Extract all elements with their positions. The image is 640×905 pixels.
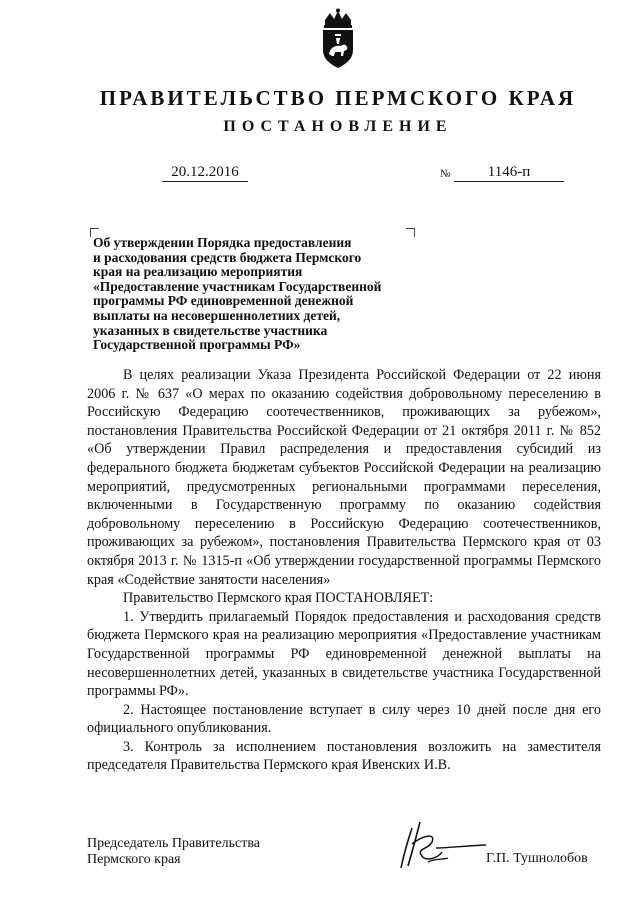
document-date: 20.12.2016 <box>162 164 248 182</box>
document-number: 1146-п <box>454 164 564 182</box>
resolution-statement: Правительство Пермского края ПОСТАНОВЛЯЕТ: <box>123 590 434 607</box>
clause-3: 3. Контроль за исполнением постановления возложить на заместителя председателя Правительства Пермского края Ивенских И.В. <box>87 738 601 774</box>
preamble-paragraph: В целях реализации Указа Президента Российской Федерации от 22 июня 2006 г. № 637 «О мерах по оказанию содействия добровольному переселению в Российскую Федерацию соотечественников, проживающих за рубежом», постановления Правительства Российской Федерации от 21 октября 2011 г. № 852 «Об утверждении Правил распределения и предоставления субсидий из федерального бюджета бюджетам субъектов Российской Федерации на реализацию мероприятий, предусмотренных региональными программами переселения, включенными в Государственную программу по оказанию содействия добровольному переселению в Российскую Федерацию соотечественников, проживающих за рубежом», постановления Правительства Пермского края от 03 октября 2013 г. № 1315-п «Об утверждении государственной программы Пермского края «Содействие занятости населения» <box>87 367 601 588</box>
signer-position-line: Пермского края <box>87 852 181 867</box>
heading-line: программы РФ единовременной денежной <box>93 293 354 309</box>
signer-position-line: Председатель Правительства <box>87 836 260 851</box>
heading-line: и расходования средств бюджета Пермского <box>93 249 362 265</box>
document-type: ПОСТАНОВЛЕНИЕ <box>223 118 453 135</box>
heading-line: Об утверждении Порядка предоставления <box>93 235 352 250</box>
signer-position <box>87 836 260 868</box>
heading-line: Государственной программы РФ» <box>93 337 301 353</box>
heading-line: указанных в свидетельстве участника <box>93 322 328 338</box>
document-heading <box>93 236 433 353</box>
heading-line: выплаты на несовершеннолетних детей, <box>93 307 341 323</box>
document-body <box>87 366 601 775</box>
handwritten-signature <box>398 818 490 872</box>
government-title: ПРАВИТЕЛЬСТВО ПЕРМСКОГО КРАЯ <box>99 86 577 110</box>
clause-2: 2. Настоящее постановление вступает в силу через 10 дней после дня его официального опубликования. <box>87 701 601 737</box>
number-label: № <box>440 168 451 180</box>
heading-line: «Предоставление участникам Государственной <box>93 278 382 294</box>
signer-name: Г.П. Тушнолобов <box>486 851 588 866</box>
clause-1: 1. Утвердить прилагаемый Порядок предоставления и расходования средств бюджета Пермского края на реализацию мероприятия «Предоставление участникам Государственной программы РФ единовременной денежной выплаты на несовершеннолетних детей, указанных в свидетельстве участника Государственной программы РФ». <box>87 608 601 700</box>
heading-line: края на реализацию мероприятия <box>93 264 303 280</box>
coat-of-arms-icon <box>316 8 360 70</box>
